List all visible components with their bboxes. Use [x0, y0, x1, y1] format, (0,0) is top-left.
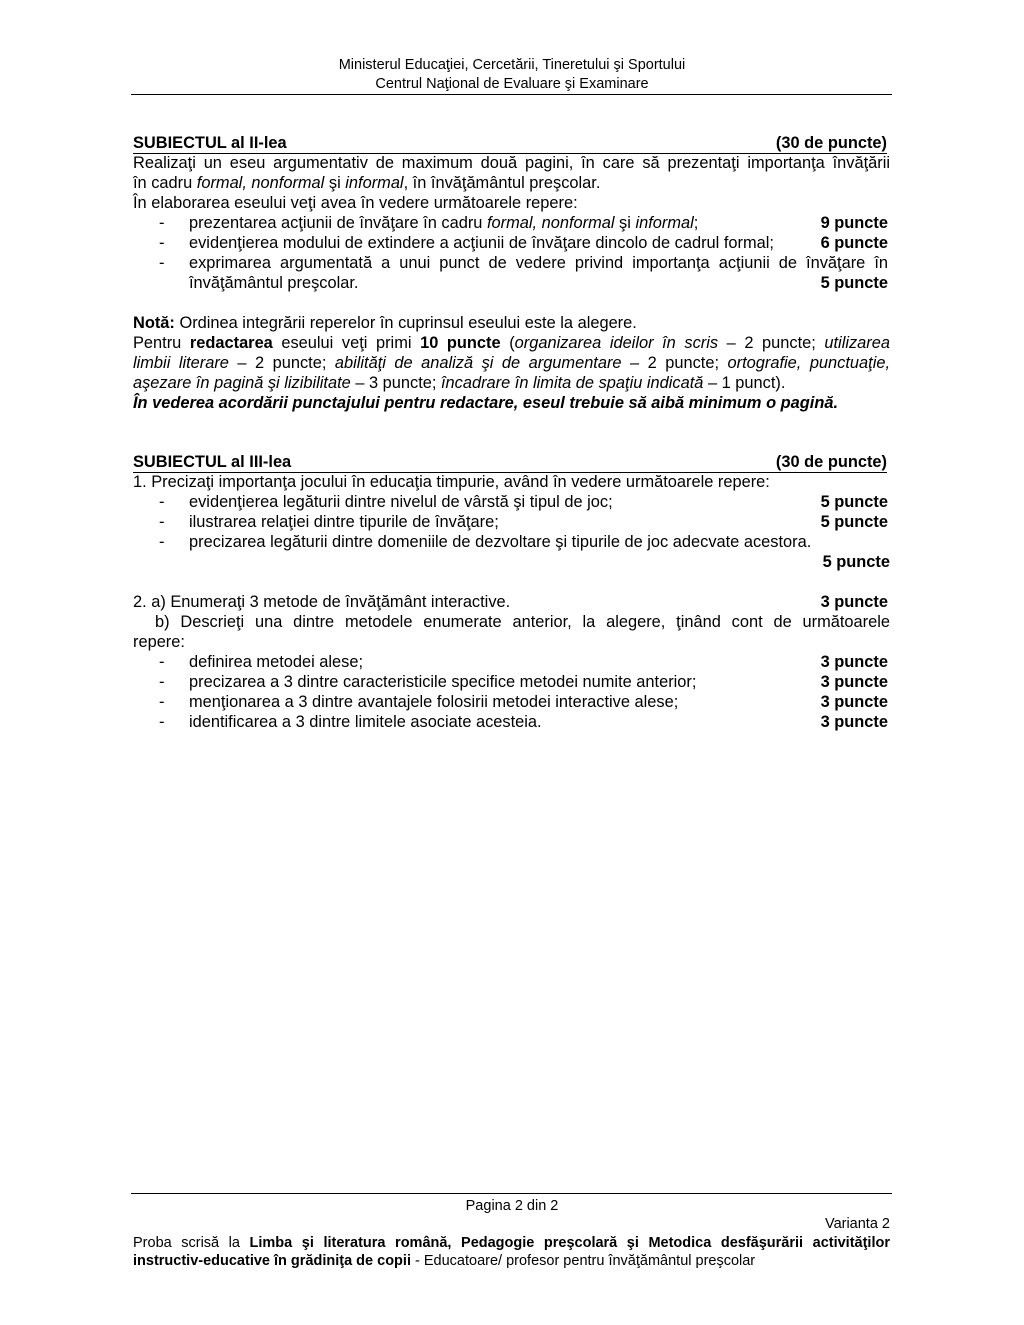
footer-page-number: Pagina 2 din 2: [465, 1198, 559, 1214]
bullet-dash: -: [159, 493, 165, 511]
s2-writing-line2: limbii literare – 2 puncte; abilităţi de analiză şi de argumentare – 2 puncte; ortografie, punctuaţie,: [133, 354, 891, 372]
bullet-dash: -: [159, 214, 165, 232]
subject-3-title: SUBIECTUL al III-lea (30 de puncte): [133, 453, 887, 471]
s3-question-2a-points: 3 puncte: [820, 593, 888, 611]
bullet-dash: -: [159, 653, 165, 671]
s3-q2-criterion-1-points: 3 puncte: [820, 653, 888, 671]
subject-2-title: SUBIECTUL al II-lea (30 de puncte): [133, 134, 887, 152]
s3-question-2b-line1: b) Descrieţi una dintre metodele enumerate anterior, la alegere, ţinând cont de următoarele: [155, 613, 890, 631]
s2-criterion-3-points: 5 puncte: [820, 274, 888, 292]
header-center: Centrul Naţional de Evaluare şi Examinare: [375, 76, 649, 92]
s3-q1-criterion-1-points: 5 puncte: [820, 493, 888, 511]
bullet-dash: -: [159, 533, 165, 551]
s3-q2-criterion-2: precizarea a 3 dintre caracteristicile specifice metodei numite anterior;: [189, 673, 697, 691]
s3-question-1: 1. Precizaţi importanţa jocului în educaţia timpurie, având în vedere următoarele repere:: [133, 473, 770, 491]
footer-exam-line1: Proba scrisă la Limba şi literatura română, Pedagogie preşcolară şi Metodica desfăşurării activităţilor: [133, 1235, 890, 1251]
s2-criterion-2: evidenţierea modului de extindere a acţiunii de învăţare dincolo de cadrul formal;: [189, 234, 774, 252]
footer-variant: Varianta 2: [824, 1216, 890, 1232]
s2-criterion-3-line2: învăţământul preşcolar.: [189, 274, 359, 292]
s2-criterion-1-points: 9 puncte: [820, 214, 888, 232]
s3-q2-criterion-2-points: 3 puncte: [820, 673, 888, 691]
header-ministry: Ministerul Educaţiei, Cercetării, Tineretului şi Sportului: [338, 57, 686, 73]
s3-q1-criterion-2: ilustrarea relaţiei dintre tipurile de învăţare;: [189, 513, 499, 531]
s3-q2-criterion-4: identificarea a 3 dintre limitele asociate acesteia.: [189, 713, 542, 731]
s3-q1-criterion-2-points: 5 puncte: [820, 513, 888, 531]
s2-final-note: În vederea acordării punctajului pentru redactare, eseul trebuie să aibă minimum o pagină.: [133, 394, 839, 412]
subject-2-points: (30 de puncte): [775, 134, 887, 152]
s2-writing-line3: aşezare în pagină şi lizibilitate – 3 puncte; încadrare în limita de spaţiu indicată – 1 punct).: [133, 374, 786, 392]
s3-q2-criterion-1: definirea metodei alese;: [189, 653, 364, 671]
footer-exam-line2: instructiv-educative în grădiniţa de copii - Educatoare/ profesor pentru învăţământul preşcolar: [133, 1253, 756, 1269]
s3-q2-criterion-3-points: 3 puncte: [820, 693, 888, 711]
bullet-dash: -: [159, 513, 165, 531]
s2-intro-line2: în cadru formal, nonformal şi informal, în învăţământul preşcolar.: [133, 174, 601, 192]
bullet-dash: -: [159, 254, 165, 272]
s2-criterion-3-line1: exprimarea argumentată a unui punct de vedere privind importanţa acţiunii de învăţare în: [189, 254, 888, 272]
s3-q2-criterion-4-points: 3 puncte: [820, 713, 888, 731]
s3-q2-criterion-3: menţionarea a 3 dintre avantajele folosirii metodei interactive alese;: [189, 693, 679, 711]
header-rule: [131, 94, 892, 95]
bullet-dash: -: [159, 713, 165, 731]
s2-intro-line3: În elaborarea eseului veţi avea în vedere următoarele repere:: [133, 194, 578, 212]
subject-3-points: (30 de puncte): [775, 453, 887, 471]
bullet-dash: -: [159, 234, 165, 252]
s3-q1-criterion-3-points: 5 puncte: [822, 553, 890, 571]
s2-criterion-1: prezentarea acţiunii de învăţare în cadru formal, nonformal şi informal;: [189, 214, 699, 232]
s3-question-2b-line2: repere:: [133, 633, 185, 651]
bullet-dash: -: [159, 693, 165, 711]
s2-writing-line1: Pentru redactarea eseului veţi primi 10 puncte (organizarea ideilor în scris – 2 puncte; utilizarea: [133, 334, 890, 352]
s2-intro-line1: Realizaţi un eseu argumentativ de maximum două pagini, în care să prezentaţi importanţa învăţării: [133, 154, 890, 172]
bullet-dash: -: [159, 673, 165, 691]
s2-note: Notă: Ordinea integrării reperelor în cuprinsul eseului este la alegere.: [133, 314, 637, 332]
s3-q1-criterion-1: evidenţierea legăturii dintre nivelul de vârstă şi tipul de joc;: [189, 493, 613, 511]
footer-rule: [131, 1193, 892, 1194]
s3-q1-criterion-3: precizarea legăturii dintre domeniile de dezvoltare şi tipurile de joc adecvate acestora.: [189, 533, 812, 551]
s2-criterion-2-points: 6 puncte: [820, 234, 888, 252]
s3-question-2a: 2. a) Enumeraţi 3 metode de învăţământ interactive.: [133, 593, 511, 611]
